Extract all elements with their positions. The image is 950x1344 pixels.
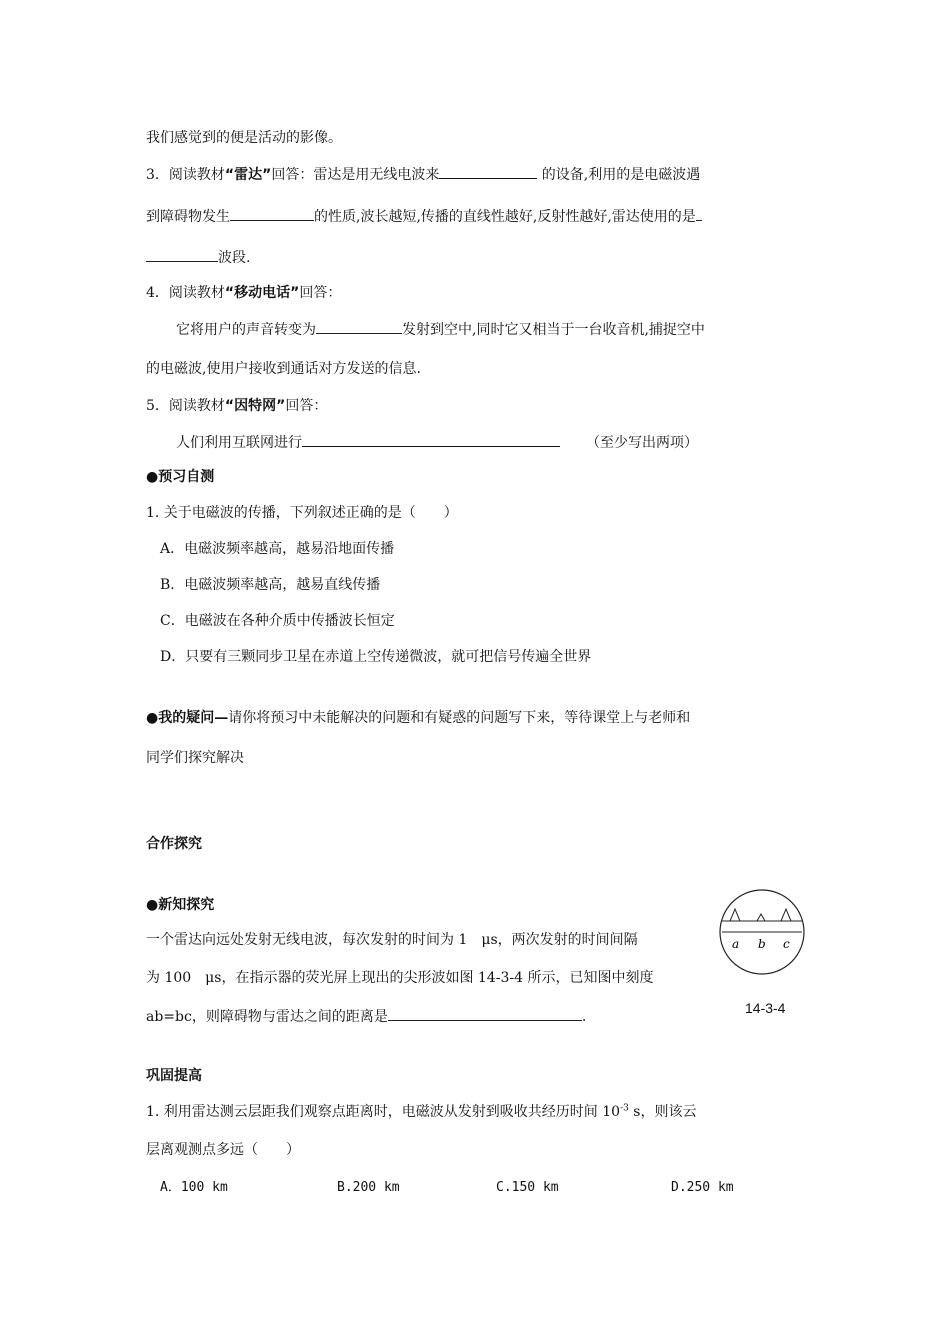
question-3-line-1: 3．阅读教材“雷达”回答：雷达是用无线电波来 的设备,利用的是电磁波遇: [146, 163, 700, 185]
label-a: a: [732, 937, 740, 951]
option-c: C．电磁波在各种介质中传播波长恒定: [160, 613, 395, 629]
consolidate-option-d: D.250 km: [671, 1180, 734, 1195]
blank-field[interactable]: [388, 1005, 582, 1021]
question-4-line-1: 4．阅读教材“移动电话”回答：: [146, 285, 342, 301]
text-line: 我们感觉到的便是活动的影像。: [146, 130, 342, 146]
topic-internet: “因特网”: [224, 398, 286, 414]
blank-field[interactable]: [439, 163, 537, 179]
label-b: b: [758, 937, 766, 951]
question-5-line-2: 人们利用互联网进行 （至少写出两项）: [176, 431, 698, 453]
blank-field[interactable]: [316, 318, 402, 334]
my-doubt-line-2: 同学们探究解决: [146, 750, 244, 766]
question-3-line-3: 波段.: [146, 246, 250, 268]
label-c: c: [783, 937, 790, 951]
section-new-knowledge: ●新知探究: [146, 897, 215, 913]
question-4-line-2: 它将用户的声音转变为 发射到空中,同时它又相当于一台收音机,捕捉空中: [176, 318, 705, 340]
figure-caption: 14-3-4: [745, 1000, 786, 1016]
explore-line-3: ab=bc，则障碍物与雷达之间的距离是 .: [146, 1005, 586, 1027]
blank-field[interactable]: [230, 205, 314, 221]
consolidate-option-c: C.150 km: [496, 1180, 559, 1195]
section-self-test: ●预习自测: [146, 469, 215, 485]
section-consolidate: 巩固提高: [146, 1068, 202, 1084]
consolidate-question-line-2: 层离观测点多远（ ）: [146, 1142, 300, 1158]
section-cooperative-inquiry: 合作探究: [146, 836, 202, 852]
topic-mobile-phone: “移动电话”: [224, 285, 300, 301]
question-5-line-1: 5．阅读教材“因特网”回答：: [146, 398, 328, 414]
explore-line-1: 一个雷达向远处发射无线电波，每次发射的时间为 1 μs，两次发射的时间间隔: [146, 932, 638, 948]
explore-line-2: 为 100 μs，在指示器的荧光屏上现出的尖形波如图 14-3-4 所示，已知图中刻度: [146, 970, 654, 986]
consolidate-question-line-1: 1. 利用雷达测云层距我们观察点距离时，电磁波从发射到吸收共经历时间 $10^{-3}$ s，则该云: [146, 1103, 697, 1120]
self-test-question-stem: 1. 关于电磁波的传播，下列叙述正确的是（ ）: [146, 505, 458, 521]
topic-radar: “雷达”: [224, 167, 272, 183]
question-4-line-3: 的电磁波,使用户接收到通话对方发送的信息.: [146, 361, 421, 377]
radar-screen-figure: [718, 888, 808, 978]
blank-field[interactable]: [146, 246, 218, 262]
blank-field[interactable]: [696, 205, 702, 221]
consolidate-option-b: B.200 km: [337, 1180, 400, 1195]
blank-field[interactable]: [302, 431, 560, 447]
consolidate-option-a: A．100 km: [160, 1180, 228, 1195]
option-a: A．电磁波频率越高，越易沿地面传播: [160, 541, 395, 557]
question-3-line-2: 到障碍物发生 的性质,波长越短,传播的直线性越好,反射性越好,雷达使用的是: [146, 205, 702, 227]
option-b: B．电磁波频率越高，越易直线传播: [160, 577, 381, 593]
option-d: D．只要有三颗同步卫星在赤道上空传递微波，就可把信号传遍全世界: [160, 649, 592, 665]
section-my-doubt: ●我的疑问—请你将预习中未能解决的问题和有疑惑的问题写下来，等待课堂上与老师和: [146, 710, 691, 726]
